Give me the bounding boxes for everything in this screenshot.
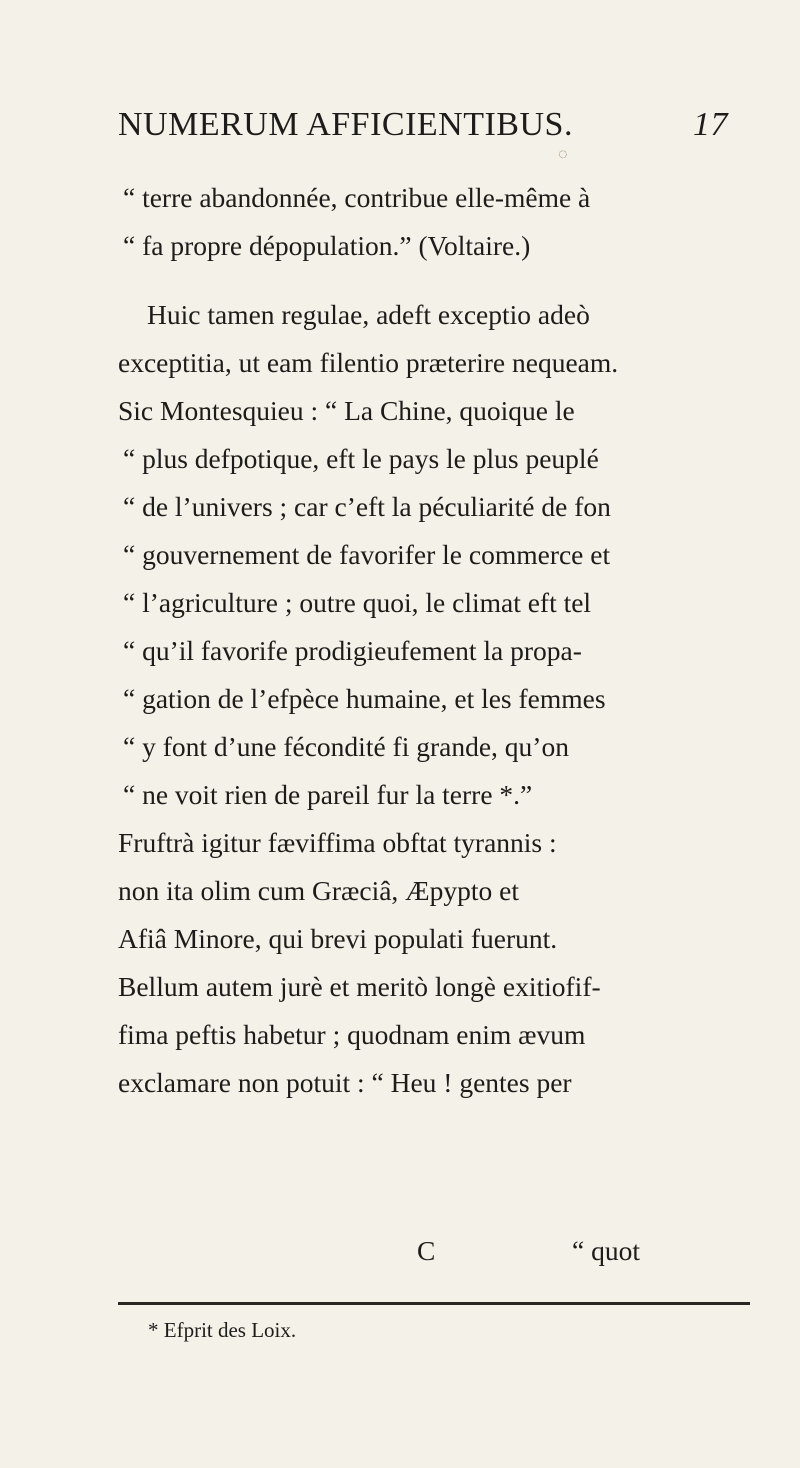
text-line: “ de l’univers ; car c’eft la péculiarité de fon (123, 491, 611, 522)
running-head (118, 106, 728, 156)
text-line: “ plus defpotique, eft le pays le plus peuplé (123, 443, 599, 474)
page-number: 17 (693, 106, 728, 143)
text-line: Fruftrà igitur fæviffima obftat tyrannis : (118, 827, 557, 858)
text-line: exceptitia, ut eam filentio præterire nequeam. (118, 347, 619, 378)
text-line: Sic Montesquieu : “ La Chine, quoique le (118, 395, 575, 426)
text-line: exclamare non potuit : “ Heu ! gentes per (118, 1067, 572, 1098)
text-line: “ fa propre dépopulation.” (Voltaire.) (123, 230, 531, 261)
text-line: Afiâ Minore, qui brevi populati fuerunt. (118, 923, 558, 954)
text-line: “ gation de l’efpèce humaine, et les femmes (123, 683, 606, 714)
text-line: fima peftis habetur ; quodnam enim ævum (118, 1019, 586, 1050)
text-line: “ y font d’une fécondité fi grande, qu’on (123, 731, 569, 762)
footnote: * Efprit des Loix. (148, 1318, 297, 1342)
text-line: “ ne voit rien de pareil fur la terre *.” (123, 779, 533, 810)
text-line: non ita olim cum Græciâ, Æpypto et (118, 875, 519, 906)
text-line: Huic tamen regulae, adeft exceptio adeò (147, 299, 590, 330)
footnote-rule (118, 1302, 750, 1305)
running-head-title: NUMERUM AFFICIENTIBUS. (118, 106, 573, 143)
text-line: “ l’agriculture ; outre quoi, le climat eft tel (123, 587, 592, 618)
ink-mark-icon: ◌ (558, 146, 568, 163)
text-line: Bellum autem jurè et meritò longè exitiofif- (118, 971, 601, 1002)
text-line: “ qu’il favorife prodigieufement la propa- (123, 635, 582, 666)
text-line: “ gouvernement de favorifer le commerce et (123, 539, 611, 570)
text-line: “ terre abandonnée, contribue elle-même à (123, 182, 591, 213)
signature-mark: C (417, 1235, 436, 1266)
catchword: “ quot (572, 1235, 640, 1266)
